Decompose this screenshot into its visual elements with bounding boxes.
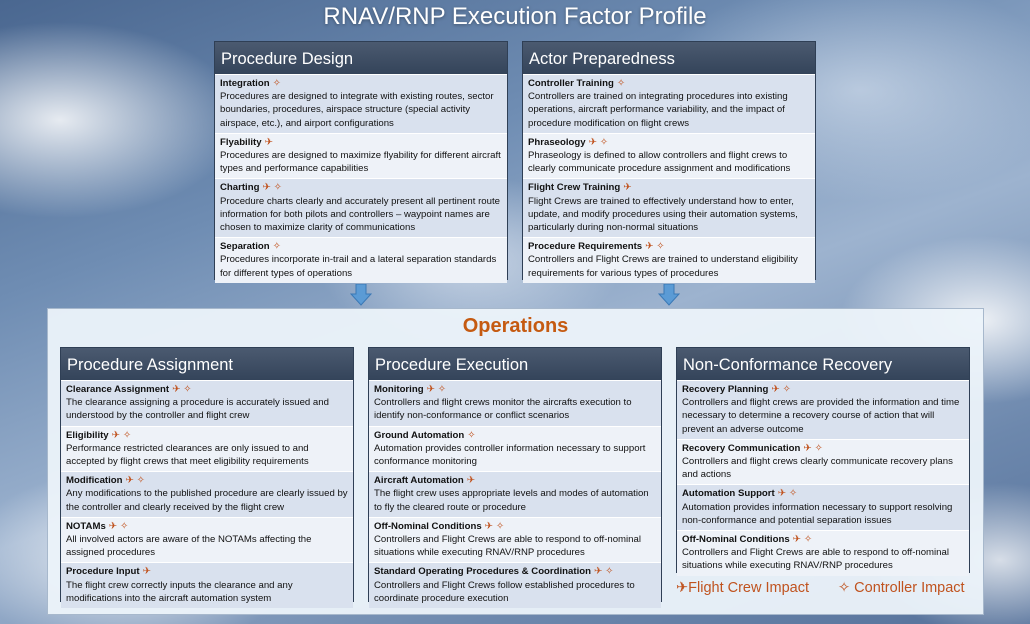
factor-heading <box>682 442 964 455</box>
panel-procedure-execution <box>368 347 662 602</box>
factor-description: Controllers and Flight Crews are able to respond to off-nominal situations while executing RNAV/RNP procedures <box>374 534 641 559</box>
factor-title: Ground Automation <box>374 429 465 441</box>
panel-items <box>523 74 815 283</box>
factor-heading <box>220 240 502 253</box>
factor-item <box>61 471 353 517</box>
factor-item <box>677 380 969 439</box>
factor-description: Procedures incorporate in-trail and a lateral separation standards for different types of operations <box>220 254 497 279</box>
factor-item <box>215 74 507 133</box>
factor-heading <box>528 240 810 253</box>
factor-title: Integration <box>220 78 270 89</box>
factor-item <box>677 484 969 530</box>
operations-title: Operations <box>462 315 569 337</box>
factor-item <box>369 517 661 563</box>
panel-items <box>61 380 353 608</box>
factor-item <box>369 562 661 608</box>
factor-description: Automation provides information necessary to support resolving non-conformance and potential separation issues <box>682 501 953 526</box>
factor-title: Recovery Planning <box>682 384 769 395</box>
factor-title: Aircraft Automation <box>374 475 464 487</box>
factor-description: Any modifications to the published procedure are clearly issued by the controller and clearly received by the flight crew <box>66 488 348 513</box>
impact-icon: ✈ ✧ <box>111 429 132 441</box>
factor-description: Performance restricted clearances are only issued to and accepted by flight crews that meet eligibility requirements <box>66 442 309 468</box>
factor-heading <box>220 181 502 194</box>
panel-procedure-design <box>214 41 508 280</box>
legend-controller: ✧ Controller Impact <box>838 580 965 596</box>
factor-item <box>215 133 507 179</box>
factor-title: Modification <box>66 475 123 487</box>
factor-title: Standard Operating Procedures & Coordination <box>374 566 591 578</box>
factor-title: Flight Crew Training <box>528 182 621 194</box>
impact-icon: ✈ ✧ <box>588 136 609 148</box>
factor-title: Clearance Assignment <box>66 384 170 395</box>
impact-icon: ✈ ✧ <box>426 384 447 395</box>
factor-item <box>61 380 353 426</box>
factor-item <box>61 562 353 608</box>
factor-title: Separation <box>220 241 270 253</box>
factor-title: Controller Training <box>528 78 614 89</box>
panel-items <box>369 380 661 608</box>
factor-description: The flight crew uses appropriate levels and modes of automation to fly the cleared route or procedure <box>374 488 649 513</box>
factor-item <box>61 517 353 563</box>
impact-icon: ✈ <box>264 136 273 148</box>
factor-heading <box>374 520 656 533</box>
factor-heading <box>66 565 348 578</box>
factor-heading <box>220 77 502 90</box>
impact-icon: ✈ <box>466 475 476 487</box>
factor-item <box>369 380 661 426</box>
factor-item <box>369 426 661 472</box>
panel-non-conformance-recovery <box>676 347 970 573</box>
factor-heading <box>528 77 810 90</box>
impact-icon: ✈ ✧ <box>125 475 146 487</box>
factor-heading <box>66 383 348 396</box>
factor-description: The clearance assigning a procedure is accurately issued and understood by the controller and flight crew <box>66 397 329 422</box>
impact-icon: ✈ ✧ <box>803 442 823 454</box>
factor-description: Controllers and Flight Crews follow established procedures to coordinate procedure execution <box>374 579 635 604</box>
impact-icon: ✧ <box>272 78 281 89</box>
factor-heading <box>374 383 656 396</box>
down-arrow-icon <box>658 284 680 306</box>
panel-items <box>215 74 507 283</box>
impact-icon: ✈ ✧ <box>792 534 813 546</box>
impact-icon: ✈ ✧ <box>484 520 505 532</box>
impact-icon: ✈ ✧ <box>645 241 665 253</box>
factor-title: Recovery Communication <box>682 442 801 454</box>
factor-description: Flight Crews are trained to effectively understand how to enter, update, and modify procedures using their automation systems, particularly during non-normal situations <box>528 195 798 234</box>
down-arrow-icon <box>350 284 372 306</box>
impact-icon: ✈ <box>142 566 151 578</box>
factor-title: Monitoring <box>374 384 424 395</box>
impact-icon: ✧ <box>616 78 626 89</box>
impact-icon: ✧ <box>272 241 281 253</box>
impact-icon: ✈ ✧ <box>108 520 129 532</box>
factor-description: Controllers and flight crews monitor the aircrafts execution to identify non-conformance or conflict scenarios <box>374 397 632 422</box>
factor-item <box>215 178 507 237</box>
panel-header: Actor Preparedness <box>523 42 815 74</box>
factor-item <box>523 237 815 283</box>
factor-heading <box>374 565 656 578</box>
factor-title: Procedure Requirements <box>528 241 643 253</box>
factor-heading <box>374 474 656 487</box>
factor-heading <box>682 487 964 500</box>
panel-header: Procedure Design <box>215 42 507 74</box>
factor-title: Flyability <box>220 136 262 148</box>
factor-title: Eligibility <box>66 429 109 441</box>
factor-description: Controllers and Flight Crews are trained to understand eligibility requirements for various types of procedures <box>528 254 798 279</box>
panel-actor-preparedness <box>522 41 816 280</box>
factor-description: Procedure charts clearly and accurately present all pertinent route information for both pilots and controllers – waypoint names are chosen to maximize clarity of communications <box>220 195 500 234</box>
impact-icon: ✈ ✧ <box>262 182 282 194</box>
factor-title: Off-Nominal Conditions <box>374 520 482 532</box>
impact-icon: ✈ ✧ <box>771 384 791 395</box>
factor-item <box>215 237 507 283</box>
impact-icon: ✈ ✧ <box>593 566 614 578</box>
impact-icon: ✧ <box>467 429 476 441</box>
impact-icon: ✈ ✧ <box>777 488 798 500</box>
factor-heading <box>220 136 502 149</box>
legend-flight-crew: ✈Flight Crew Impact <box>676 580 810 596</box>
panel-items <box>677 380 969 576</box>
factor-description: All involved actors are aware of the NOTAMs affecting the assigned procedures <box>66 534 312 559</box>
factor-description: Phraseology is defined to allow controllers and flight crews to clearly communicate procedure assignment and modifications <box>528 150 791 175</box>
factor-item <box>677 530 969 576</box>
page-title: RNAV/RNP Execution Factor Profile <box>323 3 707 30</box>
factor-item <box>523 133 815 179</box>
factor-description: Automation provides controller information necessary to support conformance monitoring <box>374 442 646 468</box>
factor-description: Controllers and flight crews are provided the information and time necessary to determine a recovery course of action that will prevent an adverse outcome <box>682 397 960 435</box>
factor-description: Controllers are trained on integrating procedures into existing operations, aircraft performance variability, and the impact of procedure modification on flight crews <box>528 91 788 129</box>
factor-heading <box>682 533 964 546</box>
factor-heading <box>374 429 656 442</box>
impact-icon: ✈ ✧ <box>172 384 192 395</box>
panel-header: Non-Conformance Recovery <box>677 348 969 380</box>
factor-item <box>523 74 815 133</box>
factor-item <box>61 426 353 472</box>
factor-description: The flight crew correctly inputs the clearance and any modifications into the aircraft automation system <box>66 579 293 604</box>
factor-item <box>677 439 969 485</box>
factor-title: Charting <box>220 182 260 194</box>
factor-heading <box>528 136 810 149</box>
factor-description: Controllers and flight crews clearly communicate recovery plans and actions <box>682 456 953 481</box>
impact-icon: ✈ <box>623 182 632 194</box>
factor-heading <box>66 520 348 533</box>
factor-heading <box>528 181 810 194</box>
factor-title: Automation Support <box>682 488 775 500</box>
factor-description: Procedures are designed to maximize flyability for different aircraft types and performance capabilities <box>220 150 501 175</box>
factor-heading <box>682 383 964 396</box>
panel-procedure-assignment <box>60 347 354 602</box>
factor-item <box>523 178 815 237</box>
panel-header: Procedure Execution <box>369 348 661 380</box>
factor-title: Phraseology <box>528 136 586 148</box>
panel-header: Procedure Assignment <box>61 348 353 380</box>
factor-item <box>369 471 661 517</box>
factor-title: NOTAMs <box>66 520 106 532</box>
factor-title: Procedure Input <box>66 566 140 578</box>
factor-description: Controllers and Flight Crews are able to respond to off-nominal situations while executing RNAV/RNP procedures <box>682 547 949 572</box>
factor-heading <box>66 474 348 487</box>
factor-heading <box>66 429 348 442</box>
factor-title: Off-Nominal Conditions <box>682 534 790 546</box>
factor-description: Procedures are designed to integrate with existing routes, sector boundaries, procedures, airspace structure (special activity airspace, etc.), and airport configurations <box>220 91 494 129</box>
